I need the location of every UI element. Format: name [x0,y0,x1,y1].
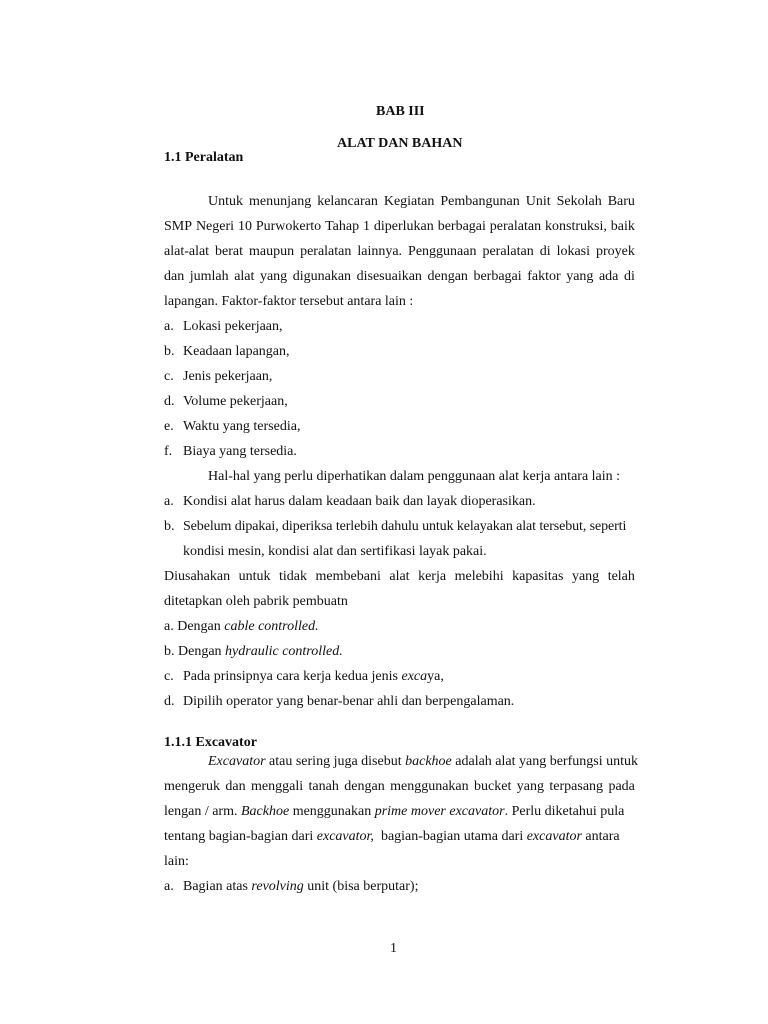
list-item-marker: d. [164,394,175,409]
list-item-marker: f. [164,444,173,459]
method-item: a. Dengan cable controlled. [164,619,319,634]
method-item: b. Dengan hydraulic controlled. [164,644,343,659]
excavator-line-3: lengan / arm. Backhoe menggunakan prime mover excavator. Perlu diketahui pula [164,804,625,819]
list-item-marker: e. [164,419,174,434]
list-item: Jenis pekerjaan, [183,369,273,384]
page-number: 1 [390,941,397,956]
list-item-marker: d. [164,694,175,709]
para1-line-2: SMP Negeri 10 Purwokerto Tahap 1 diperlukan berbagai peralatan konstruksi, baik [164,219,635,234]
excavator-line-4: tentang bagian-bagian dari excavator, bagian-bagian utama dari excavator antara [164,829,620,844]
chapter-number: BAB III [376,104,425,119]
list-item: Pada prinsipnya cara kerja kedua jenis excaya, [183,669,444,684]
excavator-line-2: mengeruk dan menggali tanah dengan menggunakan bucket yang terpasang pada [164,779,635,794]
list-item: Dipilih operator yang benar-benar ahli dan berpengalaman. [183,694,515,709]
list-item-marker: a. [164,319,174,334]
para3-line-1: Diusahakan untuk tidak membebani alat kerja melebihi kapasitas yang telah [164,569,635,584]
list-item: Volume pekerjaan, [183,394,288,409]
list-item: Bagian atas revolving unit (bisa berputar); [183,879,419,894]
section-heading-1-1: 1.1 Peralatan [164,150,244,165]
para1-line-3: alat-alat berat maupun peralatan lainnya. Penggunaan peralatan di lokasi proyek [164,244,635,259]
para1-line-5: lapangan. Faktor-faktor tersebut antara lain : [164,294,414,309]
list-item: Biaya yang tersedia. [183,444,297,459]
list-item-marker: a. [164,879,174,894]
section-heading-1-1-1: 1.1.1 Excavator [164,735,257,750]
list-item: Lokasi pekerjaan, [183,319,283,334]
list-item: Sebelum dipakai, diperiksa terlebih dahulu untuk kelayakan alat tersebut, seperti [183,519,627,534]
chapter-title: ALAT DAN BAHAN [337,136,463,151]
list-item: Kondisi alat harus dalam keadaan baik dan layak dioperasikan. [183,494,536,509]
list-item-marker: c. [164,369,174,384]
para1-line-4: dan jumlah alat yang digunakan disesuaikan dengan berbagai faktor yang ada di [164,269,635,284]
list-item-continuation: kondisi mesin, kondisi alat dan sertifikasi layak pakai. [183,544,487,559]
list-item-marker: b. [164,519,175,534]
list-item: Waktu yang tersedia, [183,419,301,434]
list-item-marker: b. [164,344,175,359]
excavator-line-5: lain: [164,854,189,869]
list-item-marker: a. [164,494,174,509]
para1-line-1: Untuk menunjang kelancaran Kegiatan Pembangunan Unit Sekolah Baru [208,194,635,209]
list-item: Keadaan lapangan, [183,344,290,359]
para3-line-2: ditetapkan oleh pabrik pembuatn [164,594,348,609]
list-item-marker: c. [164,669,174,684]
excavator-line-1: Excavator atau sering juga disebut backhoe adalah alat yang berfungsi untuk [208,754,638,769]
para2: Hal-hal yang perlu diperhatikan dalam penggunaan alat kerja antara lain : [208,469,621,484]
